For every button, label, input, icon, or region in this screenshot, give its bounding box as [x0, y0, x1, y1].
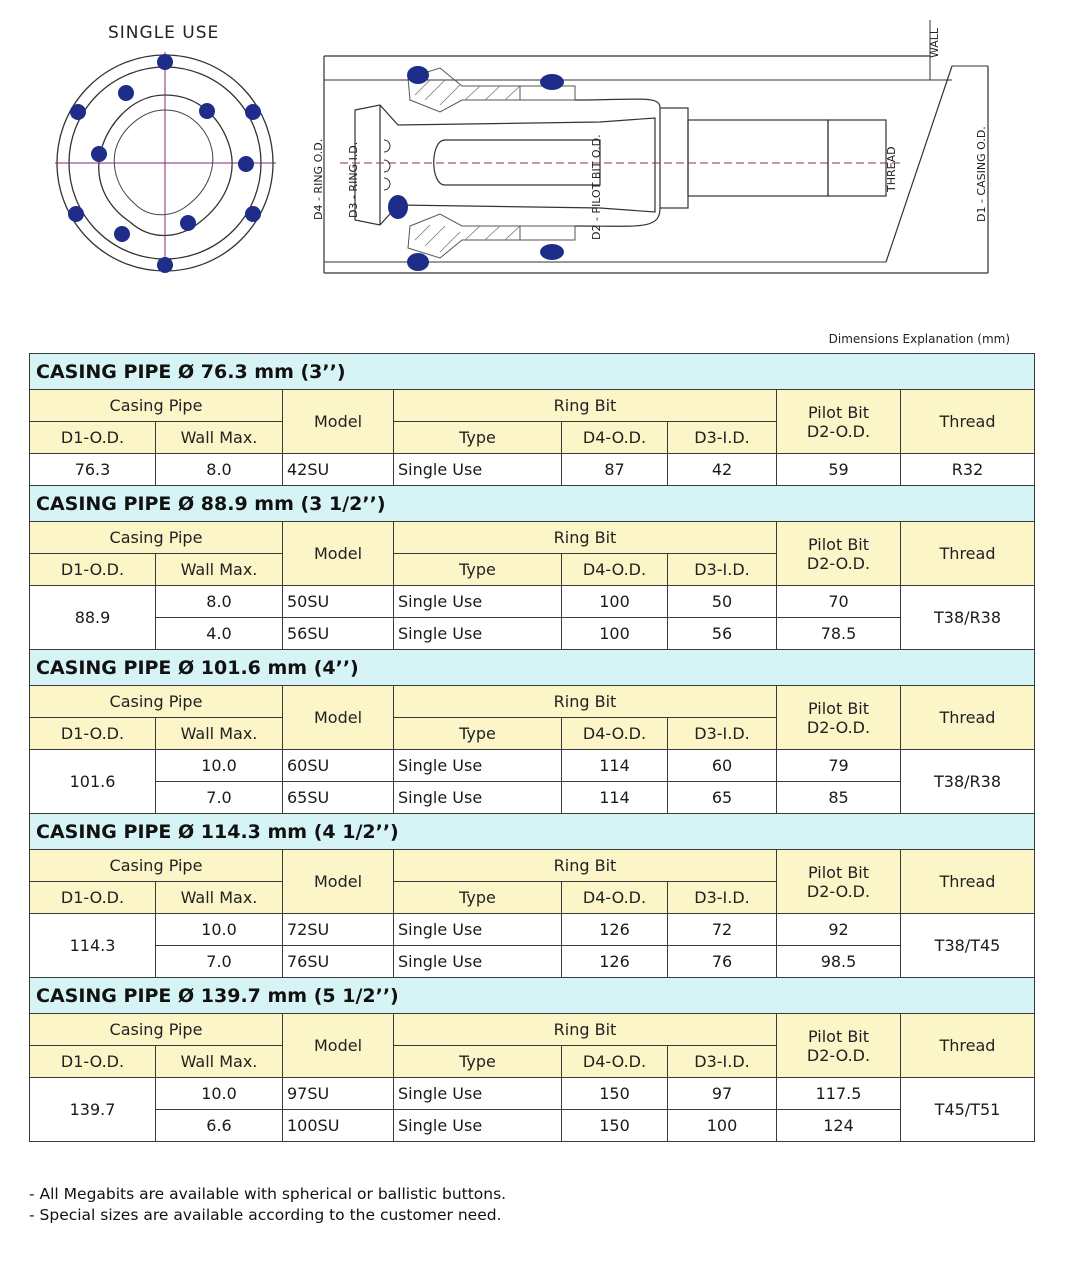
header-d3-id: D3-I.D. [668, 718, 777, 750]
cell-type: Single Use [394, 618, 562, 650]
cell-wall: 7.0 [156, 782, 283, 814]
table-row [30, 618, 1035, 650]
cell-d2: 92 [777, 914, 901, 946]
header-type: Type [394, 718, 562, 750]
cell-thread: T38/T45 [901, 914, 1035, 978]
cell-d1: 114.3 [30, 914, 156, 978]
cell-type: Single Use [394, 750, 562, 782]
cell-d3: 76 [668, 946, 777, 978]
header-casing-pipe: Casing Pipe [30, 850, 283, 882]
cell-d4: 114 [562, 782, 668, 814]
header-d1-od: D1-O.D. [30, 422, 156, 454]
cell-d3: 65 [668, 782, 777, 814]
table-title: CASING PIPE Ø 101.6 mm (4’’) [30, 650, 1035, 686]
header-pilot-od: D2-O.D. [806, 553, 871, 573]
cell-d1: 101.6 [30, 750, 156, 814]
cell-d3: 97 [668, 1078, 777, 1110]
cell-d3: 42 [668, 454, 777, 486]
front-view-drawing [55, 23, 276, 273]
header-wall-max: Wall Max. [156, 554, 283, 586]
header-casing-pipe: Casing Pipe [30, 390, 283, 422]
cell-type: Single Use [394, 586, 562, 618]
header-pilot-bit-label: Pilot Bit [807, 1026, 870, 1046]
header-d1-od: D1-O.D. [30, 554, 156, 586]
header-d1-od: D1-O.D. [30, 718, 156, 750]
casing-table-101 [29, 649, 1035, 814]
cell-d4: 126 [562, 914, 668, 946]
casing-table-88 [29, 485, 1035, 650]
cell-wall: 8.0 [156, 454, 283, 486]
table-row [30, 1078, 1035, 1110]
cell-d2: 79 [777, 750, 901, 782]
cell-d4: 126 [562, 946, 668, 978]
header-casing-pipe: Casing Pipe [30, 1014, 283, 1046]
header-pilot-od: D2-O.D. [806, 881, 871, 901]
cell-type: Single Use [394, 782, 562, 814]
cell-d2: 59 [777, 454, 901, 486]
header-ring-bit: Ring Bit [394, 390, 777, 422]
cell-wall: 10.0 [156, 1078, 283, 1110]
header-pilot-od: D2-O.D. [806, 421, 871, 441]
ring-id-label: D3 - RING I.D. [347, 141, 360, 218]
cell-wall: 10.0 [156, 914, 283, 946]
header-type: Type [394, 554, 562, 586]
header-d3-id: D3-I.D. [668, 422, 777, 454]
header-pilot-bit-label: Pilot Bit [807, 402, 870, 422]
cell-d1: 88.9 [30, 586, 156, 650]
cell-d2: 78.5 [777, 618, 901, 650]
table-row [30, 782, 1035, 814]
header-d3-id: D3-I.D. [668, 554, 777, 586]
cell-thread: T45/T51 [901, 1078, 1035, 1142]
table-row [30, 914, 1035, 946]
technical-drawing [0, 0, 1073, 330]
header-ring-bit: Ring Bit [394, 1014, 777, 1046]
header-type: Type [394, 422, 562, 454]
cell-d3: 50 [668, 586, 777, 618]
cell-d1: 139.7 [30, 1078, 156, 1142]
cell-type: Single Use [394, 1078, 562, 1110]
cell-model: 100SU [283, 1110, 394, 1142]
cell-d3: 60 [668, 750, 777, 782]
cell-model: 56SU [283, 618, 394, 650]
header-d4-od: D4-O.D. [562, 554, 668, 586]
header-thread: Thread [901, 390, 1035, 454]
cell-model: 42SU [283, 454, 394, 486]
header-pilot-od: D2-O.D. [806, 1045, 871, 1065]
casing-table-76 [29, 353, 1035, 486]
header-type: Type [394, 882, 562, 914]
header-wall-max: Wall Max. [156, 422, 283, 454]
cell-d3: 56 [668, 618, 777, 650]
footnote-buttons: - All Megabits are available with spherical or ballistic buttons. [29, 1185, 507, 1203]
header-model: Model [283, 390, 394, 454]
casing-table-114 [29, 813, 1035, 978]
table-row [30, 946, 1035, 978]
cell-d4: 100 [562, 586, 668, 618]
footnote-special-sizes: - Special sizes are available according to the customer need. [29, 1206, 502, 1224]
cell-thread: T38/R38 [901, 586, 1035, 650]
header-d4-od: D4-O.D. [562, 1046, 668, 1078]
cell-d1: 76.3 [30, 454, 156, 486]
cell-d2: 124 [777, 1110, 901, 1142]
cell-d2: 98.5 [777, 946, 901, 978]
header-pilot-bit-label: Pilot Bit [807, 698, 870, 718]
cell-d3: 100 [668, 1110, 777, 1142]
cell-d2: 70 [777, 586, 901, 618]
header-pilot-bit [777, 686, 901, 750]
cell-wall: 8.0 [156, 586, 283, 618]
header-pilot-od: D2-O.D. [806, 717, 871, 737]
cell-d2: 117.5 [777, 1078, 901, 1110]
cell-type: Single Use [394, 454, 562, 486]
cell-d4: 87 [562, 454, 668, 486]
pilot-od-label: D2 - PILOT BIT O.D. [590, 134, 603, 240]
thread-label: THREAD [885, 146, 898, 192]
header-thread: Thread [901, 850, 1035, 914]
header-pilot-bit [777, 1014, 901, 1078]
header-wall-max: Wall Max. [156, 718, 283, 750]
header-d4-od: D4-O.D. [562, 422, 668, 454]
table-title: CASING PIPE Ø 76.3 mm (3’’) [30, 354, 1035, 390]
footnotes [29, 1184, 506, 1226]
header-model: Model [283, 686, 394, 750]
header-thread: Thread [901, 1014, 1035, 1078]
header-wall-max: Wall Max. [156, 1046, 283, 1078]
header-d3-id: D3-I.D. [668, 1046, 777, 1078]
table-title: CASING PIPE Ø 88.9 mm (3 1/2’’) [30, 486, 1035, 522]
cell-d3: 72 [668, 914, 777, 946]
casing-od-label: D1 - CASING O.D. [975, 126, 988, 222]
cell-thread: R32 [901, 454, 1035, 486]
header-pilot-bit-label: Pilot Bit [807, 862, 870, 882]
table-row [30, 750, 1035, 782]
table-row [30, 1110, 1035, 1142]
cell-d2: 85 [777, 782, 901, 814]
cell-d4: 114 [562, 750, 668, 782]
header-pilot-bit-label: Pilot Bit [807, 534, 870, 554]
header-ring-bit: Ring Bit [394, 522, 777, 554]
header-type: Type [394, 1046, 562, 1078]
header-pilot-bit [777, 850, 901, 914]
header-model: Model [283, 522, 394, 586]
cell-model: 72SU [283, 914, 394, 946]
section-view-drawing [312, 20, 988, 273]
table-title: CASING PIPE Ø 114.3 mm (4 1/2’’) [30, 814, 1035, 850]
header-d3-id: D3-I.D. [668, 882, 777, 914]
cell-d4: 150 [562, 1078, 668, 1110]
casing-table-139 [29, 977, 1035, 1142]
wall-label: WALL [928, 27, 941, 58]
cell-thread: T38/R38 [901, 750, 1035, 814]
header-casing-pipe: Casing Pipe [30, 522, 283, 554]
cell-wall: 7.0 [156, 946, 283, 978]
cell-type: Single Use [394, 1110, 562, 1142]
cell-d4: 100 [562, 618, 668, 650]
cell-wall: 4.0 [156, 618, 283, 650]
header-thread: Thread [901, 522, 1035, 586]
dimensions-caption: Dimensions Explanation (mm) [828, 332, 1010, 346]
header-ring-bit: Ring Bit [394, 686, 777, 718]
cell-model: 60SU [283, 750, 394, 782]
ring-od-label: D4 - RING O.D. [312, 138, 325, 220]
header-d4-od: D4-O.D. [562, 718, 668, 750]
header-d1-od: D1-O.D. [30, 1046, 156, 1078]
table-row [30, 586, 1035, 618]
header-casing-pipe: Casing Pipe [30, 686, 283, 718]
cell-type: Single Use [394, 946, 562, 978]
header-wall-max: Wall Max. [156, 882, 283, 914]
header-pilot-bit [777, 390, 901, 454]
cell-wall: 10.0 [156, 750, 283, 782]
cell-model: 65SU [283, 782, 394, 814]
cell-d4: 150 [562, 1110, 668, 1142]
header-pilot-bit [777, 522, 901, 586]
single-use-label: SINGLE USE [108, 23, 220, 43]
header-d1-od: D1-O.D. [30, 882, 156, 914]
cell-model: 50SU [283, 586, 394, 618]
header-thread: Thread [901, 686, 1035, 750]
cell-model: 97SU [283, 1078, 394, 1110]
header-d4-od: D4-O.D. [562, 882, 668, 914]
cell-type: Single Use [394, 914, 562, 946]
header-ring-bit: Ring Bit [394, 850, 777, 882]
table-title: CASING PIPE Ø 139.7 mm (5 1/2’’) [30, 978, 1035, 1014]
header-model: Model [283, 1014, 394, 1078]
spec-tables [29, 353, 1034, 1142]
cell-wall: 6.6 [156, 1110, 283, 1142]
table-row [30, 454, 1035, 486]
cell-model: 76SU [283, 946, 394, 978]
header-model: Model [283, 850, 394, 914]
